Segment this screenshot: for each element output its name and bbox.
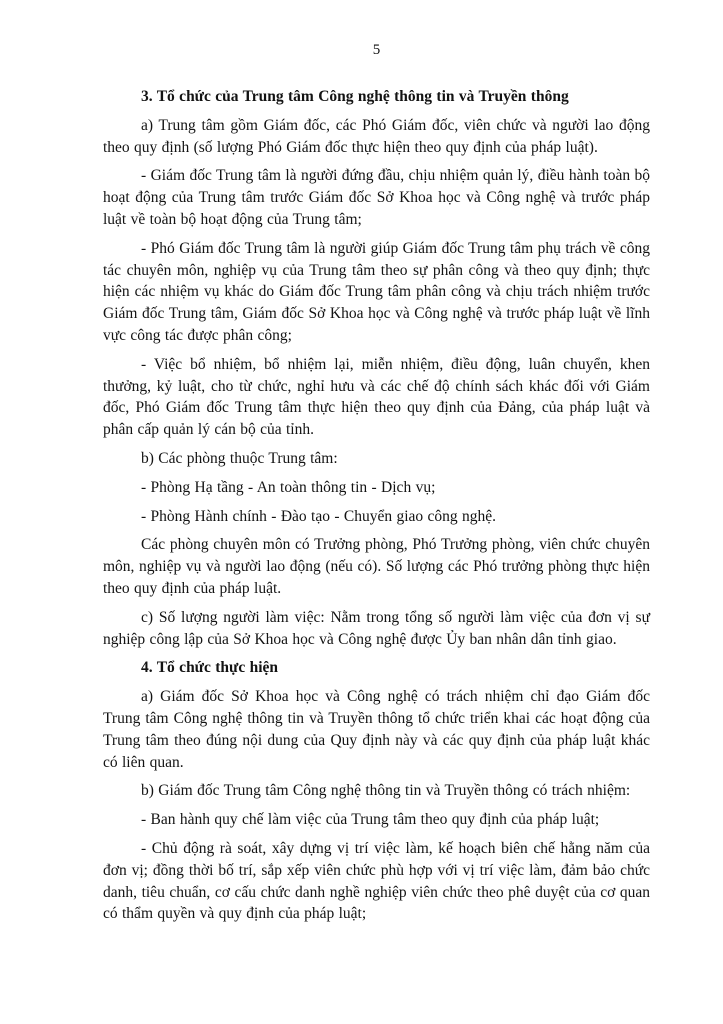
list-item-responsibility-1: - Ban hành quy chế làm việc của Trung tâm theo quy định của pháp luật; <box>141 811 600 829</box>
list-item-department-1: - Phòng Hạ tầng - An toàn thông tin - Dịch vụ; <box>141 478 436 496</box>
page-number: 5 <box>372 42 381 58</box>
document-body <box>103 86 650 925</box>
paragraph-4a: a) Giám đốc Sở Khoa học và Công nghệ có trách nhiệm chỉ đạo Giám đốc Trung tâm Công nghệ thông tin và Truyền thông tổ chức triển khai các hoạt động của Trung tâm theo đúng nội dung của Quy định này và các quy định của pháp luật khác có liên quan. <box>103 688 650 771</box>
paragraph-3c: c) Số lượng người làm việc: Nằm trong tổng số người làm việc của đơn vị sự nghiệp công lập của Sở Khoa học và Công nghệ được Ủy ban nhân dân tỉnh giao. <box>103 608 650 648</box>
section-heading-4: 4. Tổ chức thực hiện <box>141 659 279 677</box>
paragraph-deputy-director: - Phó Giám đốc Trung tâm là người giúp Giám đốc Trung tâm phụ trách về công tác chuyên môn, nghiệp vụ của Trung tâm theo sự phân công và theo quy định; thực hiện các nhiệm vụ khác do Giám đốc Trung tâm phân công và chịu trách nhiệm trước Giám đốc Trung tâm, Giám đốc Sở Khoa học và Công nghệ và trước pháp luật về lĩnh vực công tác được phân công; <box>103 239 650 344</box>
paragraph-appointment: - Việc bổ nhiệm, bổ nhiệm lại, miễn nhiệm, điều động, luân chuyển, khen thưởng, kỷ luật, cho từ chức, nghỉ hưu và các chế độ chính sách khác đối với Giám đốc, Phó Giám đốc Trung tâm thực hiện theo quy định của Đảng, của pháp luật và phân cấp quản lý cán bộ của tỉnh. <box>103 355 650 439</box>
paragraph-3b: b) Các phòng thuộc Trung tâm: <box>141 449 338 467</box>
paragraph-director: - Giám đốc Trung tâm là người đứng đầu, chịu nhiệm quản lý, điều hành toàn bộ hoạt động của Trung tâm trước Giám đốc Sở Khoa học và Công nghệ và trước pháp luật về toàn bộ hoạt động của Trung tâm; <box>103 167 650 228</box>
list-item-responsibility-2: - Chủ động rà soát, xây dựng vị trí việc làm, kế hoạch biên chế hằng năm của đơn vị; đồng thời bố trí, sắp xếp viên chức phù hợp với vị trí việc làm, đảm bảo chức danh, tiêu chuẩn, cơ cấu chức danh nghề nghiệp viên chức theo phê duyệt của cơ quan có thẩm quyền và quy định của pháp luật; <box>103 839 650 923</box>
paragraph-3a: a) Trung tâm gồm Giám đốc, các Phó Giám đốc, viên chức và người lao động theo quy định (số lượng Phó Giám đốc thực hiện theo quy định của pháp luật). <box>103 116 650 156</box>
section-heading-3: 3. Tổ chức của Trung tâm Công nghệ thông tin và Truyền thông <box>141 88 569 105</box>
paragraph-4b: b) Giám đốc Trung tâm Công nghệ thông tin và Truyền thông có trách nhiệm: <box>141 782 631 800</box>
paragraph-department-staff: Các phòng chuyên môn có Trưởng phòng, Phó Trưởng phòng, viên chức chuyên môn, nghiệp vụ và người lao động (nếu có). Số lượng các Phó trưởng phòng thực hiện theo quy định của pháp luật. <box>103 536 650 597</box>
list-item-department-2: - Phòng Hành chính - Đào tạo - Chuyển giao công nghệ. <box>141 507 497 525</box>
